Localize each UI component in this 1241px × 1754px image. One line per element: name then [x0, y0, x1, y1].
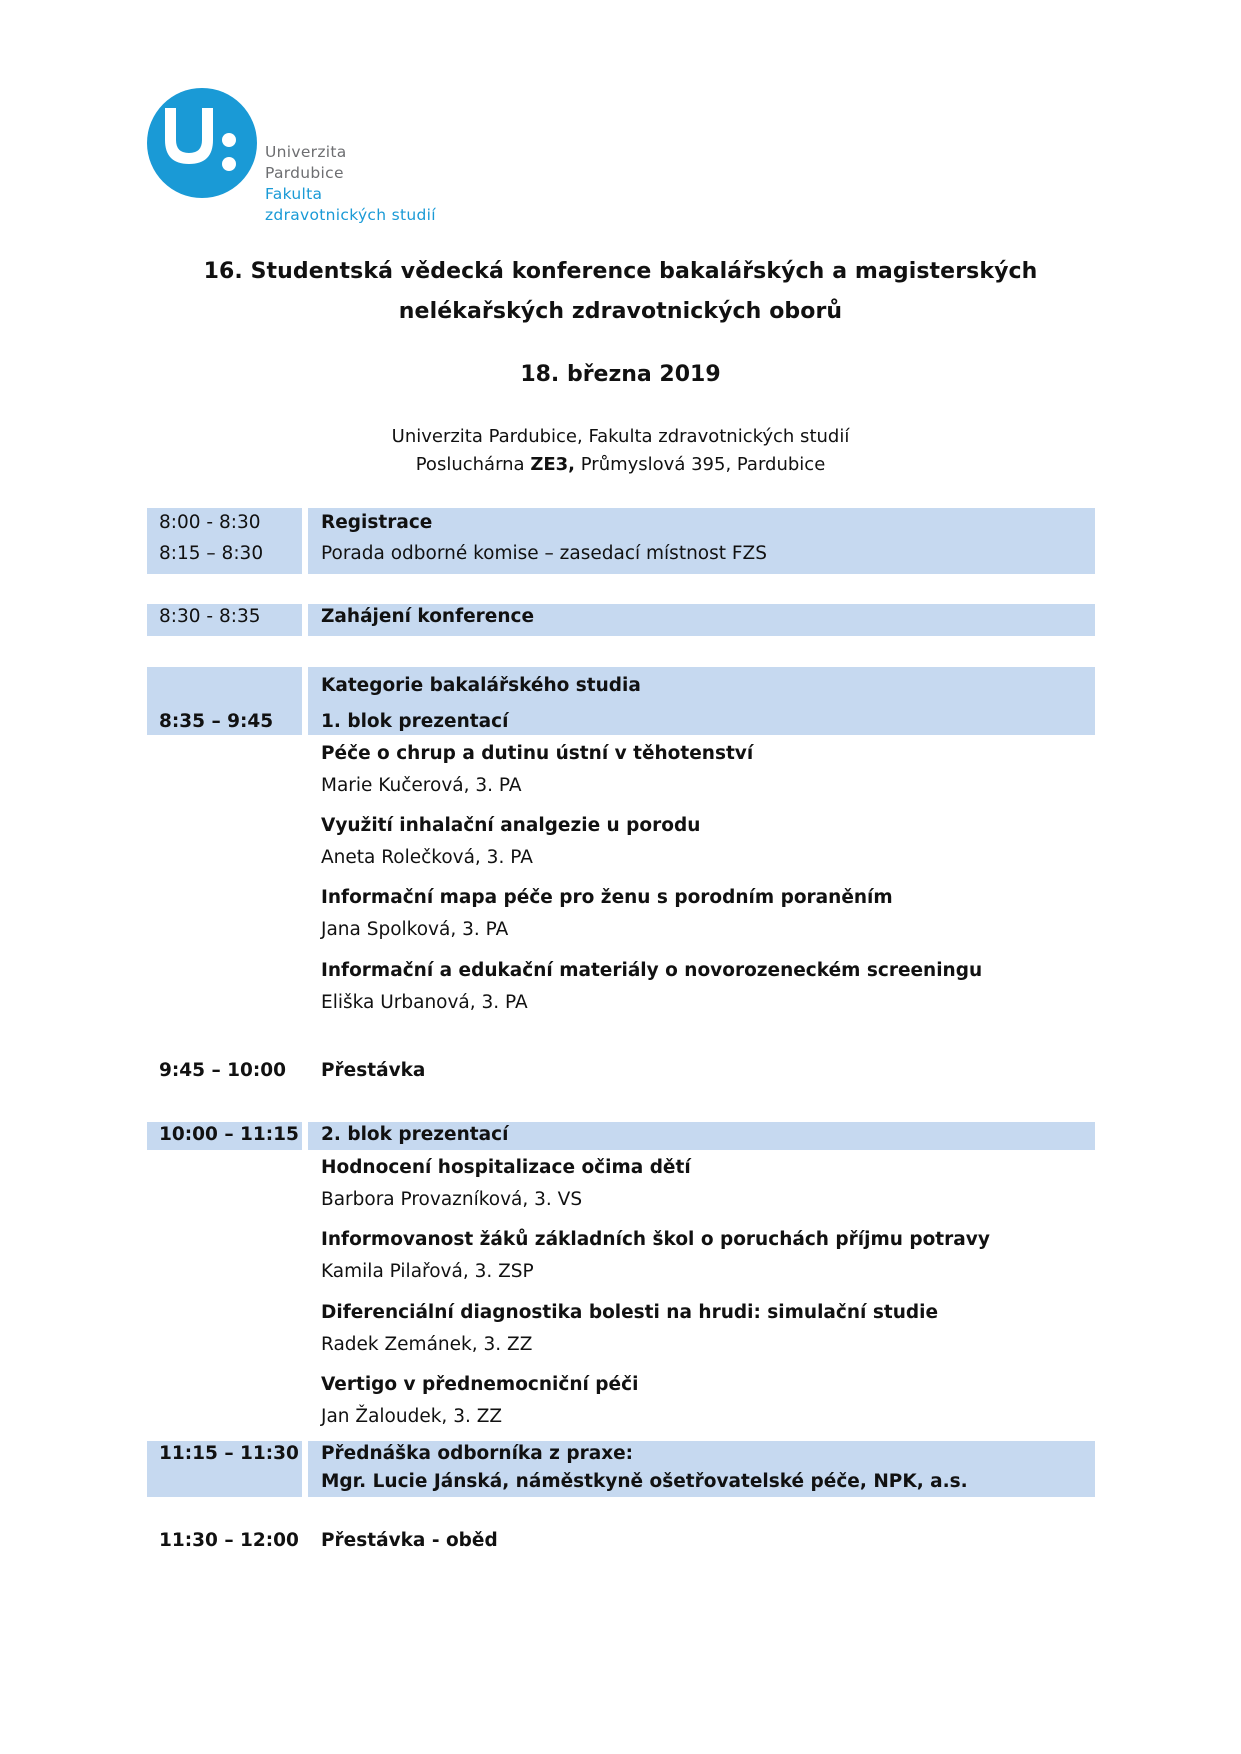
logo-line-4: zdravotnických studií — [265, 206, 436, 224]
venue-room: ZE3, — [530, 454, 576, 475]
talk-author-text: Kamila Pilařová, 3. ZSP — [321, 1261, 534, 1282]
talk-author-text: Radek Zemánek, 3. ZZ — [321, 1334, 533, 1355]
porada-label: Porada odborné komise – zasedací místnost FZS — [321, 543, 767, 564]
block1-label: 1. blok prezentací — [321, 711, 509, 732]
talk-title-text: Vertigo v přednemocniční péči — [321, 1374, 639, 1395]
logo-line-2: Pardubice — [265, 164, 344, 182]
conference-date: 18. března 2019 — [520, 362, 721, 387]
talk-author-text: Aneta Rolečková, 3. PA — [321, 847, 533, 868]
registrace-label: Registrace — [321, 512, 433, 533]
talk-title-text: Informační a edukační materiály o novorozeneckém screeningu — [321, 960, 983, 981]
registrace-band — [147, 508, 1095, 574]
block1-category: Kategorie bakalářského studia — [321, 675, 641, 696]
talk-title-text: Využití inhalační analgezie u porodu — [321, 815, 701, 836]
university-logo — [147, 88, 477, 238]
porada-time: 8:15 – 8:30 — [159, 543, 264, 564]
block1-time: 8:35 – 9:45 — [159, 711, 274, 732]
university-logo-icon — [147, 88, 257, 198]
logo-line-3: Fakulta — [265, 185, 323, 203]
lunch-time: 11:30 – 12:00 — [159, 1530, 299, 1551]
venue-line-2-prefix: Posluchárna — [415, 454, 531, 475]
title-line-1: 16. Studentská vědecká konference bakalářských a magisterských — [203, 259, 1038, 284]
registrace-time: 8:00 - 8:30 — [159, 512, 261, 533]
page-title — [0, 252, 1241, 332]
block2-label: 2. blok prezentací — [321, 1124, 509, 1145]
venue-line-1: Univerzita Pardubice, Fakulta zdravotnických studií — [391, 426, 850, 447]
block2-time: 10:00 – 11:15 — [159, 1124, 299, 1145]
talk-title-text: Informační mapa péče pro ženu s porodním poraněním — [321, 887, 893, 908]
break1-label: Přestávka — [321, 1060, 426, 1081]
talk-author-text: Barbora Provazníková, 3. VS — [321, 1189, 583, 1210]
break1-time: 9:45 – 10:00 — [159, 1060, 287, 1081]
lecture-label-2: Mgr. Lucie Jánská, náměstkyně ošetřovatelské péče, NPK, a.s. — [321, 1471, 968, 1492]
talk-author-text: Eliška Urbanová, 3. PA — [321, 992, 528, 1013]
title-line-2: nelékařských zdravotnických oborů — [398, 299, 843, 324]
zahajeni-band — [147, 604, 1095, 636]
talk-title-text: Hodnocení hospitalizace očima dětí — [321, 1157, 691, 1178]
talk-author-text: Jan Žaloudek, 3. ZZ — [321, 1406, 503, 1427]
talk-title-text: Informovanost žáků základních škol o poruchách příjmu potravy — [321, 1229, 990, 1250]
venue — [0, 423, 1241, 479]
lecture-time: 11:15 – 11:30 — [159, 1443, 299, 1464]
zahajeni-label: Zahájení konference — [321, 606, 535, 627]
lecture-label-1: Přednáška odborníka z praxe: — [321, 1443, 634, 1464]
lunch-label: Přestávka - oběd — [321, 1530, 498, 1551]
talk-author-text: Marie Kučerová, 3. PA — [321, 775, 522, 796]
talk-title-text: Péče o chrup a dutinu ústní v těhotenství — [321, 743, 754, 764]
zahajeni-time: 8:30 - 8:35 — [159, 606, 261, 627]
venue-line-2 — [0, 451, 1241, 479]
venue-line-2-suffix: Průmyslová 395, Pardubice — [575, 454, 826, 475]
logo-wordmark — [265, 142, 436, 226]
logo-line-1: Univerzita — [265, 143, 347, 161]
talk-title-text: Diferenciální diagnostika bolesti na hrudi: simulační studie — [321, 1302, 938, 1323]
talk-author-text: Jana Spolková, 3. PA — [321, 919, 509, 940]
